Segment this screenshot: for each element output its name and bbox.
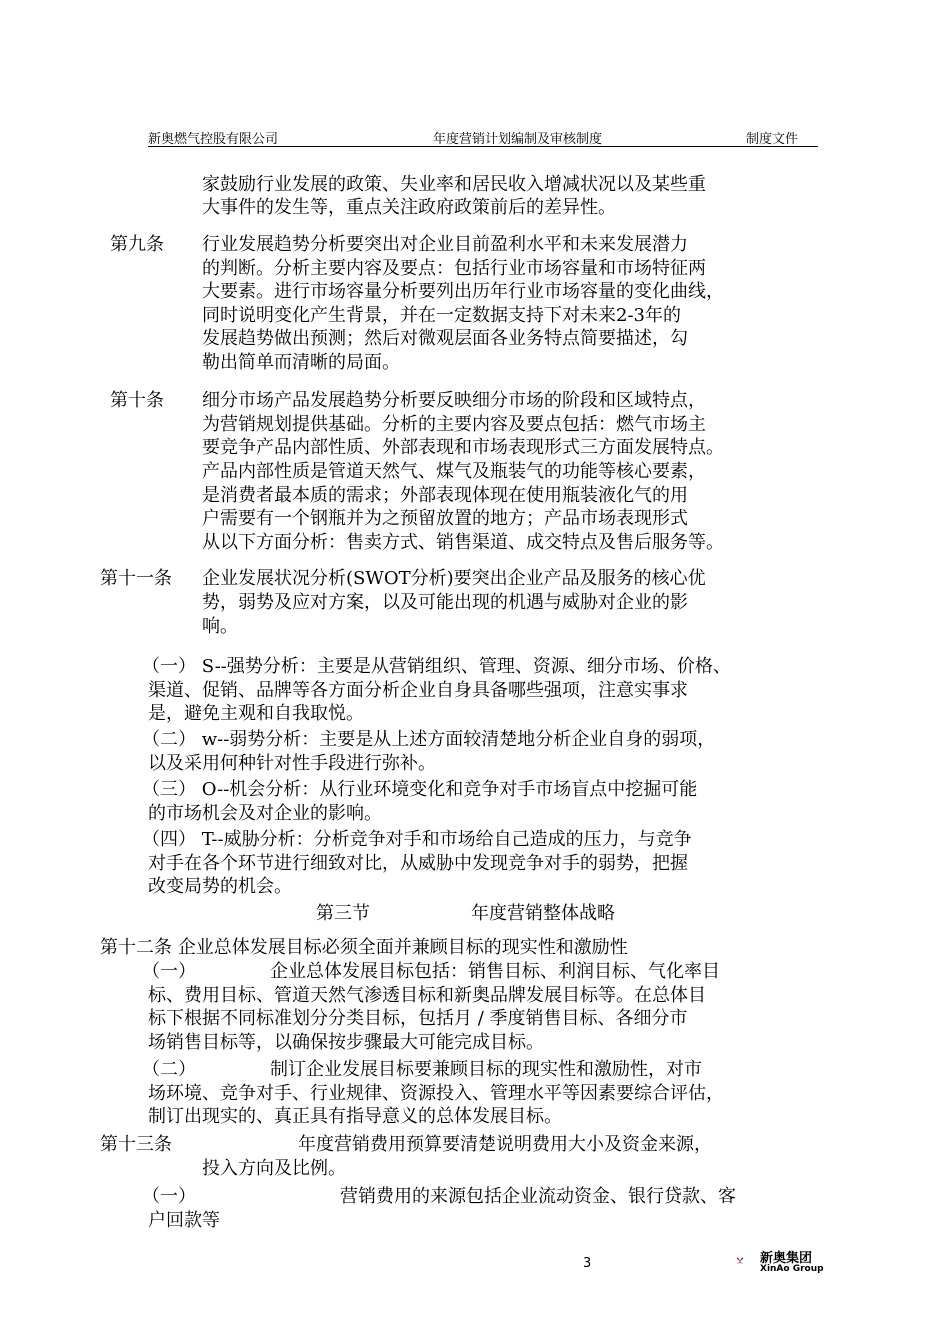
article-12-sub2-label: （二） bbox=[142, 1059, 196, 1080]
article-10-line: 细分市场产品发展趋势分析要反映细分市场的阶段和区域特点， bbox=[202, 390, 706, 411]
article-10-line: 产品内部性质是管道天然气、煤气及瓶装气的功能等核心要素， bbox=[202, 461, 706, 482]
article-10-line: 要竞争产品内部性质、外部表现和市场表现形式三方面发展特点。 bbox=[202, 437, 724, 458]
article-11-line: 响。 bbox=[202, 616, 238, 637]
article-9-line: 发展趋势做出预测；然后对微观层面各业务特点简要描述，勾 bbox=[202, 328, 688, 349]
swot-line: 是，避免主观和自我取悦。 bbox=[148, 703, 364, 724]
article-12-sub1-line: 标下根据不同标准划分分类目标，包括月 / 季度销售目标、各细分市 bbox=[148, 1008, 688, 1029]
article-12-sub2-line: 制订企业发展目标要兼顾目标的现实性和激励性，对市 bbox=[270, 1059, 702, 1080]
article-10-line: 是消费者最本质的需求；外部表现体现在使用瓶装液化气的用 bbox=[202, 485, 688, 506]
article-11-line: 势，弱势及应对方案，以及可能出现的机遇与威胁对企业的影 bbox=[202, 592, 688, 613]
article-9-label: 第九条 bbox=[110, 234, 164, 255]
article-13-line: 投入方向及比例。 bbox=[202, 1158, 346, 1179]
swot-line: 对手在各个环节进行细致对比，从威胁中发现竞争对手的弱势，把握 bbox=[148, 853, 688, 874]
section-title: 年度营销整体战略 bbox=[471, 903, 615, 924]
article-12-sub1-line: 标、费用目标、管道天然气渗透目标和新奥品牌发展目标等。在总体目 bbox=[148, 985, 706, 1006]
logo-blue-stroke bbox=[740, 1258, 743, 1264]
article-9-line: 同时说明变化产生背景，并在一定数据支持下对未来2-3年的 bbox=[202, 305, 681, 326]
article-11-line: 企业发展状况分析(SWOT分析)要突出企业产品及服务的核心优 bbox=[202, 568, 706, 589]
swot-line: 以及采用何种针对性手段进行弥补。 bbox=[148, 753, 436, 774]
article-10-line: 为营销规划提供基础。分析的主要内容及要点包括：燃气市场主 bbox=[202, 414, 706, 435]
swot-line: （一） S--强势分析：主要是从营销组织、管理、资源、细分市场、价格、 bbox=[142, 656, 731, 677]
logo-text-cn: 新奥集团 bbox=[760, 1251, 813, 1266]
article-11-label: 第十一条 bbox=[100, 568, 172, 589]
swot-line: 改变局势的机会。 bbox=[148, 876, 292, 897]
swot-line: （四） T--威胁分析：分析竞争对手和市场给自己造成的压力，与竞争 bbox=[142, 829, 692, 850]
page-number: 3 bbox=[583, 1256, 592, 1271]
intro-line: 大事件的发生等，重点关注政府政策前后的差异性。 bbox=[202, 197, 616, 218]
article-13-sub1-line: 营销费用的来源包括企业流动资金、银行贷款、客 bbox=[340, 1186, 736, 1207]
article-12-sub1-label: （一） bbox=[142, 961, 196, 982]
article-9-line: 大要素。进行市场容量分析要列出历年行业市场容量的变化曲线， bbox=[202, 281, 724, 302]
section-number: 第三节 bbox=[316, 903, 370, 924]
article-13-label: 第十三条 bbox=[100, 1134, 172, 1155]
swot-line: 的市场机会及对企业的影响。 bbox=[148, 803, 382, 824]
article-9-line: 勒出简单而清晰的局面。 bbox=[202, 352, 400, 373]
header-rule bbox=[148, 146, 818, 147]
article-12-sub1-line: 场销售目标等，以确保按步骤最大可能完成目标。 bbox=[148, 1032, 544, 1053]
article-10-line: 从以下方面分析：售卖方式、销售渠道、成交特点及售后服务等。 bbox=[202, 532, 724, 553]
header-title: 年度营销计划编制及审核制度 bbox=[433, 132, 603, 147]
logo-text-en: XinAo Group bbox=[760, 1264, 824, 1274]
header-doc-type: 制度文件 bbox=[746, 132, 799, 147]
article-12-sub2-line: 场环境、竞争对手、行业规律、资源投入、管理水平等因素要综合评估， bbox=[148, 1083, 724, 1104]
logo-red-stroke bbox=[737, 1258, 740, 1264]
article-9-line: 的判断。分析主要内容及要点：包括行业市场容量和市场特征两 bbox=[202, 258, 706, 279]
article-13-sub1-line: 户回款等 bbox=[148, 1210, 220, 1231]
article-10-line: 户需要有一个钢瓶并为之预留放置的地方；产品市场表现形式 bbox=[202, 508, 688, 529]
swot-line: 渠道、促销、品牌等各方面分析企业自身具备哪些强项，注意实事求 bbox=[148, 680, 688, 701]
swot-line: （二） w--弱势分析：主要是从上述方面较清楚地分析企业自身的弱项， bbox=[142, 729, 716, 750]
article-13-line: 年度营销费用预算要清楚说明费用大小及资金来源， bbox=[298, 1134, 712, 1155]
article-10-label: 第十条 bbox=[110, 390, 164, 411]
article-13-sub1-label: （一） bbox=[142, 1186, 196, 1207]
article-9-line: 行业发展趋势分析要突出对企业目前盈利水平和未来发展潜力 bbox=[202, 234, 688, 255]
xinao-logo-icon bbox=[736, 1246, 762, 1276]
article-12-sub1-line: 企业总体发展目标包括：销售目标、利润目标、气化率目 bbox=[270, 961, 720, 982]
header-company: 新奥燃气控股有限公司 bbox=[148, 132, 279, 147]
swot-line: （三） O--机会分析：从行业环境变化和竞争对手市场盲点中挖掘可能 bbox=[142, 779, 698, 800]
intro-line: 家鼓励行业发展的政策、失业率和居民收入增减状况以及某些重 bbox=[202, 174, 706, 195]
article-12-line: 第十二条 企业总体发展目标必须全面并兼顾目标的现实性和激励性 bbox=[100, 937, 628, 958]
article-12-sub2-line: 制订出现实的、真正具有指导意义的总体发展目标。 bbox=[148, 1106, 562, 1127]
